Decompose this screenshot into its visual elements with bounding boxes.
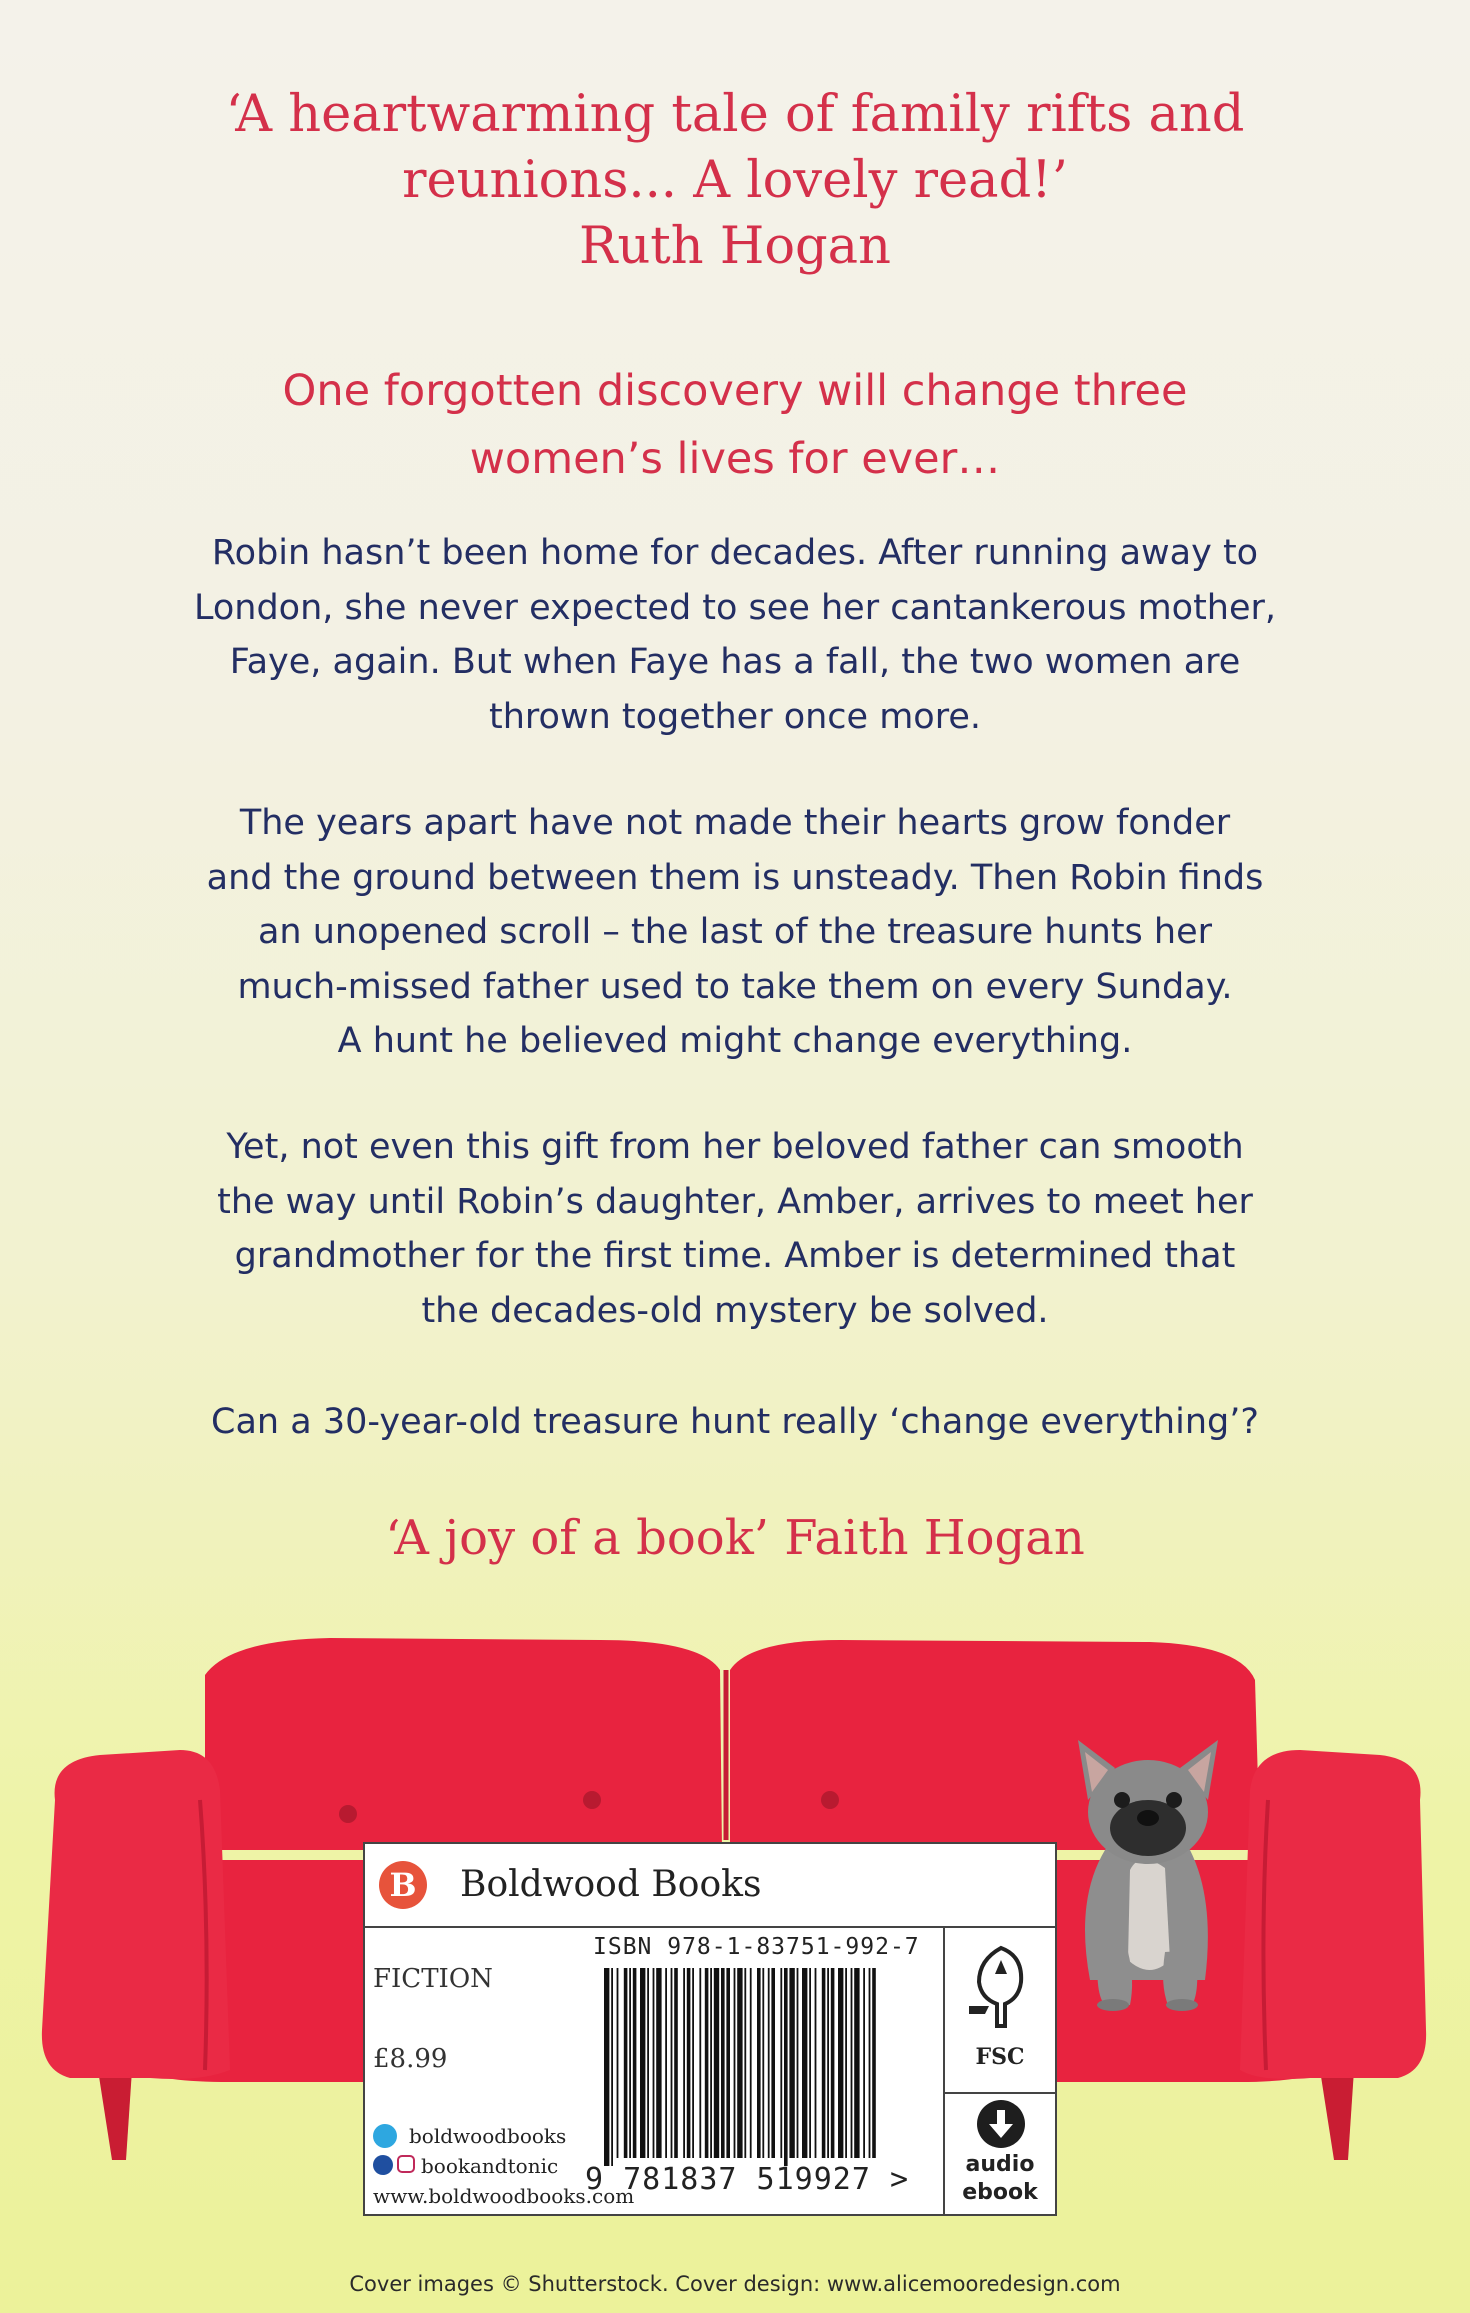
barcode-bar	[683, 1968, 685, 2158]
quote-line: ‘A heartwarming tale of family rifts and	[225, 85, 1245, 144]
barcode-bar	[780, 1968, 782, 2158]
barcode-bar	[726, 1968, 730, 2158]
fsc-text: FSC	[975, 2044, 1025, 2070]
barcode-bar	[714, 1968, 719, 2158]
barcode-bar	[692, 1968, 694, 2158]
barcode-bar	[797, 1968, 799, 2158]
blurb-line: Faye, again. But when Faye has a fall, the two women are	[229, 642, 1241, 682]
barcode-bar	[815, 1968, 817, 2158]
barcode-bar	[653, 1968, 655, 2158]
review-quote-faith-hogan: ‘A joy of a book’ Faith Hogan	[385, 1510, 1085, 1566]
barcode-bar	[744, 1968, 746, 2158]
tagline-line: women’s lives for ever…	[469, 434, 1001, 484]
barcode-bar	[699, 1968, 701, 2158]
barcode-bar	[665, 1968, 667, 2158]
blurb-line: The years apart have not made their hearts grow fonder	[239, 803, 1231, 843]
barcode-bar	[671, 1968, 673, 2158]
barcode-bar	[710, 1968, 712, 2158]
blurb-line: an unopened scroll – the last of the treasure hunts her	[257, 912, 1213, 952]
barcode-bar	[768, 1968, 770, 2158]
barcode-bar	[869, 1968, 871, 2158]
social-handle: bookandtonic	[373, 2154, 558, 2178]
quote-author: Ruth Hogan	[579, 217, 891, 276]
barcode-bar	[831, 1968, 835, 2158]
twitter-handle: boldwoodbooks	[373, 2124, 566, 2148]
barcode-bar	[629, 1968, 631, 2158]
genre-category: FICTION	[373, 1964, 493, 1994]
barcode-bar	[863, 1968, 865, 2158]
barcode-bar	[656, 1968, 661, 2158]
sofa-arm-right	[1240, 1750, 1426, 2079]
barcode-bar	[827, 1968, 829, 2158]
barcode-bar	[617, 1968, 619, 2158]
barcode-bar	[750, 1968, 752, 2158]
barcode-bar	[784, 1968, 788, 2166]
barcode-bar	[624, 1968, 628, 2158]
blurb-line: Robin hasn’t been home for decades. After running away to	[211, 533, 1259, 573]
review-quote-ruth-hogan	[120, 82, 1350, 280]
sofa-button	[583, 1791, 601, 1809]
fsc-logo	[943, 1928, 1055, 2094]
blurb-line: the way until Robin’s daughter, Amber, arrives to meet her	[217, 1181, 1253, 1222]
barcode-bar	[640, 1968, 645, 2158]
blurb-line: Yet, not even this gift from her beloved father can smooth	[226, 1127, 1244, 1167]
twitter-icon	[373, 2124, 397, 2148]
blurb-paragraph-1	[120, 526, 1350, 744]
isbn-text: ISBN 978-1-83751-992-7	[593, 1934, 920, 1960]
barcode-bar	[687, 1968, 691, 2158]
fsc-tree-icon	[945, 1934, 1057, 2044]
facebook-icon	[373, 2155, 393, 2175]
barcode-bar	[802, 1968, 807, 2158]
price: £8.99	[373, 2044, 448, 2074]
cover-credit: Cover images © Shutterstock. Cover design: www.alicemooredesign.com	[349, 2272, 1121, 2296]
barcode-bar	[647, 1968, 649, 2158]
blurb-line: the decades-old mystery be solved.	[421, 1290, 1049, 1331]
barcode-bar	[838, 1968, 843, 2158]
french-bulldog-illustration	[1078, 1740, 1218, 2011]
barcode-number: 9 781837 519927 >	[585, 2162, 910, 2197]
website-url: www.boldwoodbooks.com	[373, 2184, 635, 2208]
publisher-logo: B	[379, 1861, 427, 1909]
blurb-paragraph-3	[120, 1120, 1350, 1338]
tagline	[120, 357, 1350, 493]
quote-line: reunions... A lovely read!’	[402, 151, 1068, 210]
tagline-line: One forgotten discovery will change three	[282, 366, 1188, 416]
barcode-bar	[851, 1968, 853, 2158]
barcode-bar	[845, 1968, 847, 2158]
barcode-bar	[854, 1968, 859, 2158]
sofa-button	[821, 1791, 839, 1809]
audio-text: audio	[965, 2152, 1035, 2177]
barcode-bar	[611, 1968, 613, 2166]
publisher-header	[365, 1844, 1055, 1928]
barcode-bar	[762, 1968, 764, 2158]
blurb-line: grandmother for the first time. Amber is determined that	[234, 1236, 1236, 1276]
barcode	[600, 1968, 878, 2168]
barcode-bar	[872, 1968, 876, 2158]
sofa-back-left	[205, 1638, 722, 1850]
barcode-bar	[757, 1968, 761, 2158]
sofa-arm-left	[42, 1750, 230, 2079]
blurb-paragraph-2	[120, 796, 1350, 1069]
barcode-bar	[674, 1968, 678, 2158]
sofa-leg	[1320, 2070, 1354, 2160]
barcode-bar	[604, 1968, 609, 2166]
barcode-bar	[822, 1968, 826, 2158]
barcode-label	[363, 1842, 1057, 2216]
barcode-bar	[771, 1968, 775, 2158]
barcode-bar	[633, 1968, 637, 2158]
download-icon	[945, 2096, 1057, 2156]
instagram-icon	[397, 2155, 415, 2173]
sofa-leg	[98, 2070, 132, 2160]
barcode-bar	[734, 1968, 736, 2158]
barcode-bar	[721, 1968, 725, 2158]
barcode-bar	[809, 1968, 811, 2158]
blurb-line: A hunt he believed might change everything.	[337, 1021, 1133, 1061]
blurb-line: thrown together once more.	[489, 696, 981, 737]
sofa-button	[339, 1805, 357, 1823]
barcode-bar	[789, 1968, 794, 2158]
audio-ebook-badge	[943, 2094, 1055, 2216]
ebook-text: ebook	[962, 2180, 1038, 2205]
blurb-line: London, she never expected to see her cantankerous mother,	[193, 587, 1277, 628]
blurb-line: and the ground between them is unsteady. Then Robin finds	[206, 857, 1264, 898]
publisher-name: Boldwood Books	[460, 1864, 762, 1905]
blurb-question: Can a 30-year-old treasure hunt really ‘change everything’?	[211, 1402, 1259, 1442]
barcode-bar	[737, 1968, 742, 2158]
blurb-line: much-missed father used to take them on every Sunday.	[237, 966, 1233, 1007]
barcode-bar	[705, 1968, 709, 2158]
